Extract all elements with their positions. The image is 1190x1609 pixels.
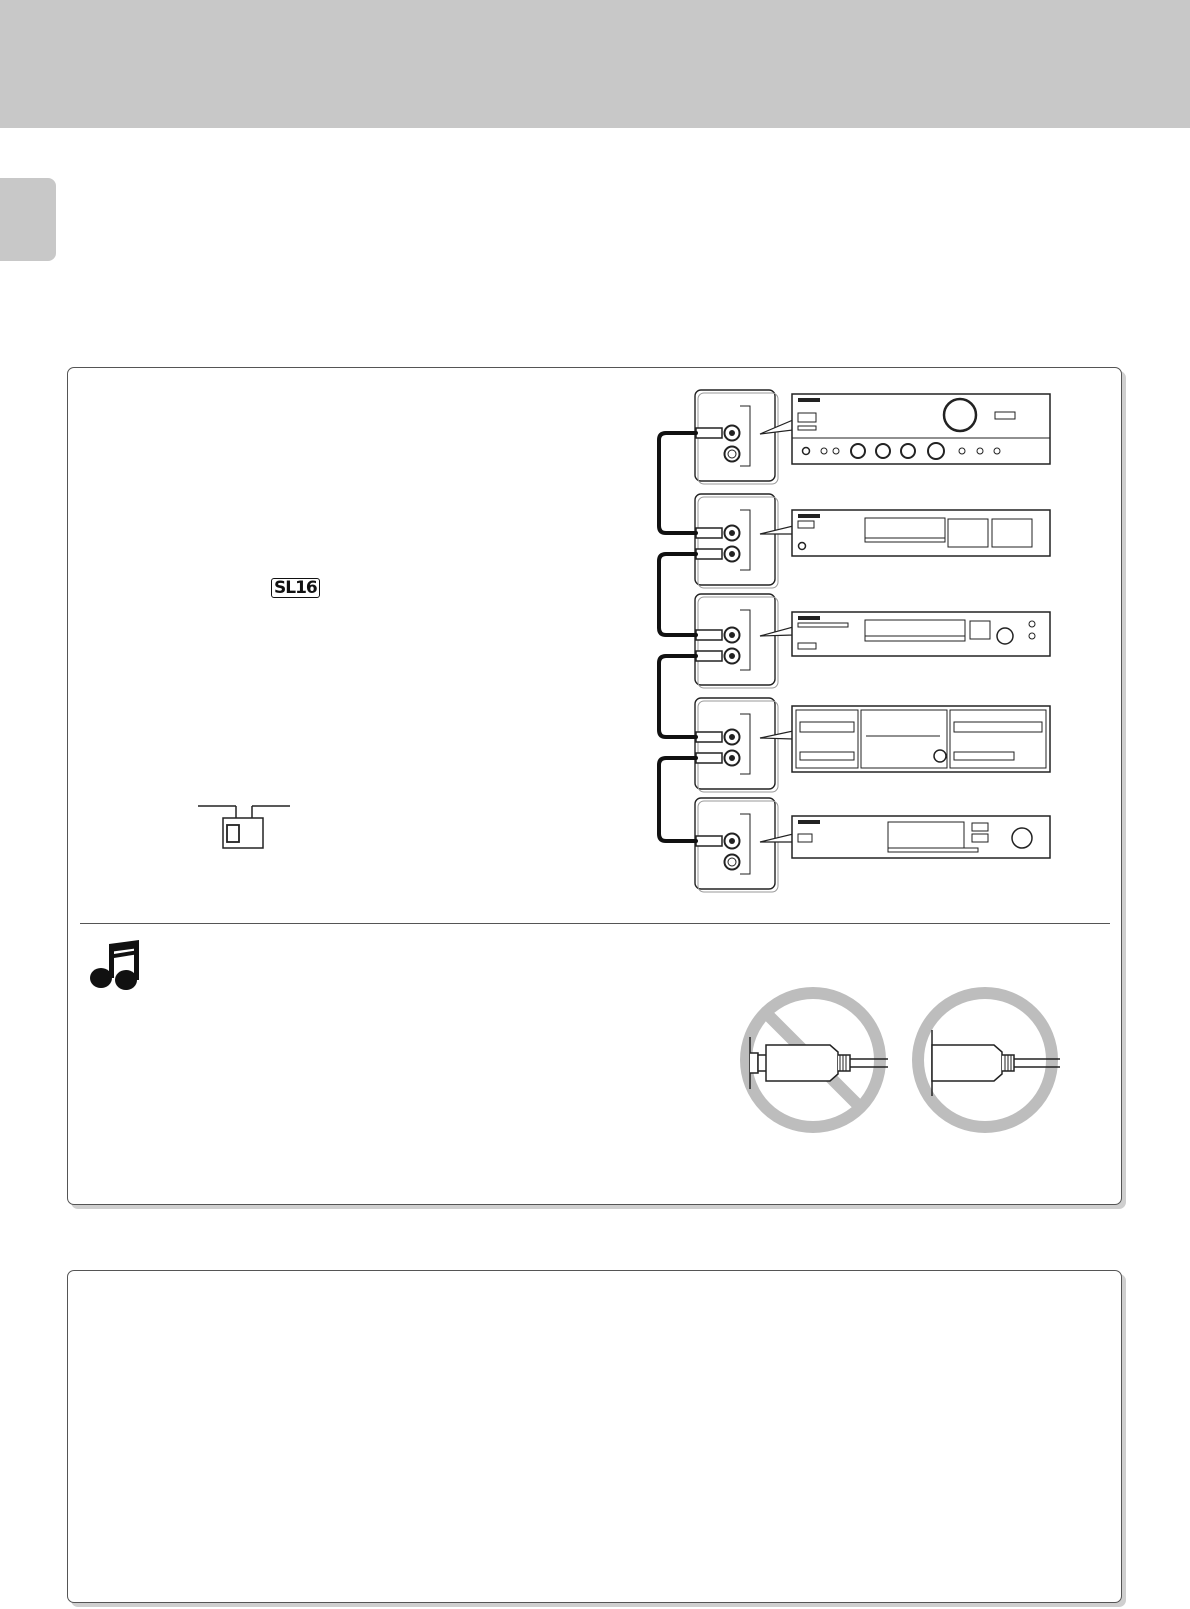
cd-player-unit [792,510,1050,556]
amplifier-unit [792,394,1050,464]
header-band [0,0,1190,128]
jack-panel-amplifier [695,390,778,484]
panel-divider [80,923,1110,924]
jack-panel-cassette-deck [695,698,778,792]
cassette-deck-unit [792,706,1050,772]
jack-panel-cd-player [695,494,778,588]
tuner-unit [792,816,1050,858]
music-note-icon [88,940,144,990]
jack-panel-tuner [695,798,778,892]
jack-panel-md-recorder [695,594,778,688]
correct-insertion-figure [910,985,1060,1135]
selector-switch-figure [196,802,292,852]
system-cables [659,433,696,841]
incorrect-insertion-figure [738,985,888,1135]
md-recorder-unit [792,612,1050,656]
section-tab [0,178,56,261]
system-link-label: SL16 [271,578,320,598]
system-connection-diagram [640,386,1060,896]
notes-panel [67,1270,1122,1603]
